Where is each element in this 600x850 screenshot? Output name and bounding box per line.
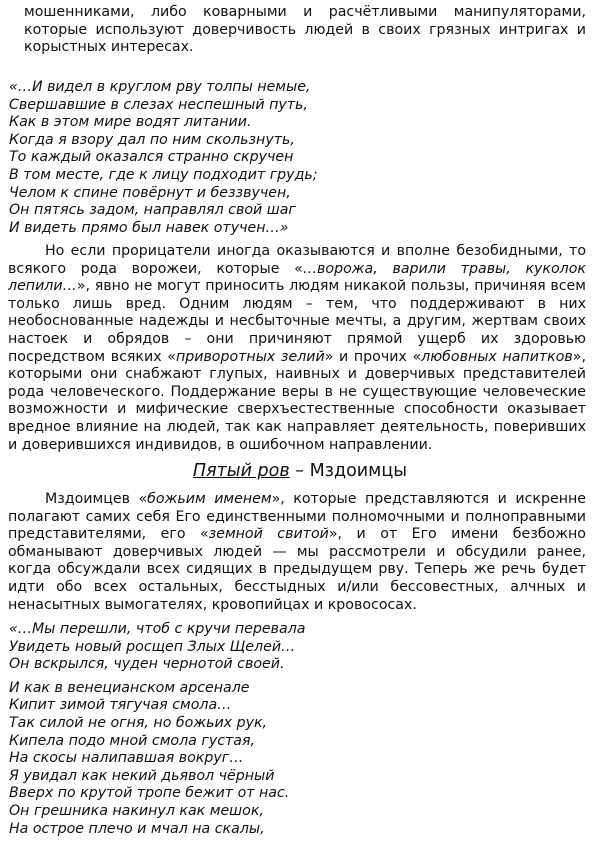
poem-line: На скосы налипавшая вокруг… [9,750,244,767]
text-run: », которыми они снабжают глупых, наивных и доверчивых представителей рода человеческого. Поддержание веры в не существующие человеческие возможности и мифические сверхъестественные способности оказывает вредное влияние на людей, так как направляет деятельность, поверивших и доверившихся индивидов, в ошибочном направлении. [8,348,586,453]
text-run: », явно не могут приносить людям никакой пользы, причиняя всем только лишь вред. Одним людям – тем, что поддерживают в них необоснованные надежды и несбыточные мечты, а другим, жертвам своих настоек и обрядов – они причиняют прямой ущерб их здоровью посредством всяких « [8,278,586,365]
section-title: Пятый ров [192,461,290,481]
intro-paragraph: мошенниками, либо коварными и расчётливыми манипуляторами, которые используют доверчивость людей в своих грязных интригах и корыстных интересах. [24,4,586,56]
poem-line: Кипела подо мной смола густая, [9,732,256,749]
quote-run: приворотных зелий [175,348,325,365]
poem-line: Вверх по крутой тропе бежит от нас. [9,785,290,802]
poem-one [9,79,318,237]
paragraph-three-block [8,491,586,614]
paragraph-three [8,491,586,614]
poem-line: Увидеть новый росщеп Злых Щелей… [9,638,296,655]
section-heading [0,460,600,482]
poem-line: Как в этом мире водят литании. [9,114,252,131]
poem-line: В том месте, где к лицу подходит грудь; [9,166,318,183]
text-run: », и от Его имени безбожно обманывают доверчивых людей — мы рассмотрели и обсудили ранее, когда обсуждали всех сидящих в предыдущем рву. Теперь же речь будет идти обо всех остальных, бесстыдных и/или бессовестных, алчных и ненасытных вымогателях, кровопийцах и кровососах. [8,526,586,613]
section-subtitle: Мздоимцы [309,461,408,481]
poem-two [9,621,305,838]
poem-line: Он вскрылся, чуден чернотой своей. [9,656,285,673]
text-run: Мздоимцев « [45,491,148,507]
poem-line: И видеть прямо был навек отучен…» [9,219,289,236]
section-heading-separator: – [289,461,310,481]
poem-line: То каждый оказался странно скручен [9,149,294,166]
poem-line: «…Мы перешли, чтоб с кручи перевала [9,621,306,637]
quote-run: божьим именем [147,491,272,507]
poem-line: «…И видел в круглом рву толпы немые, [9,79,311,95]
poem-line: И как в венецианском арсенале [9,679,250,696]
poem-line: На острое плечо и мчал на скалы, [9,820,265,837]
quote-run: земной свитой [208,526,329,543]
paragraph-two [8,243,586,454]
quote-run: любовных напитков [421,348,573,365]
text-run: », которые представляются и искренне полагают самих себя Его единственными полномочными и полноправными представителями, его « [8,491,586,543]
text-run: Но если прорицатели иногда оказываются и вполне безобидными, то всякого рода ворожеи, которые « [8,243,586,277]
quote-run: …ворожа, варили травы, куколок лепили… [8,260,586,295]
text-run: » и прочих « [324,348,422,365]
poem-line: Свершавшие в слезах неспешный путь, [9,96,308,113]
poem-line: Челом к спине повёрнут и беззвучен, [9,184,291,201]
poem-line: Так силой не огня, но божьих рук, [9,714,268,731]
poem-line: Я увидал как некий дьявол чёрный [9,767,275,784]
poem-line: Когда я взору дал по ним скользнуть, [9,131,295,148]
intro-paragraph-block [8,4,586,57]
poem-line: Он грешника накинул как мешок, [9,802,264,819]
poem-line: Кипит зимой тягучая смола… [9,697,232,714]
poem-line: Он пятясь задом, направлял свой шаг [9,202,296,219]
paragraph-two-block [8,243,586,454]
